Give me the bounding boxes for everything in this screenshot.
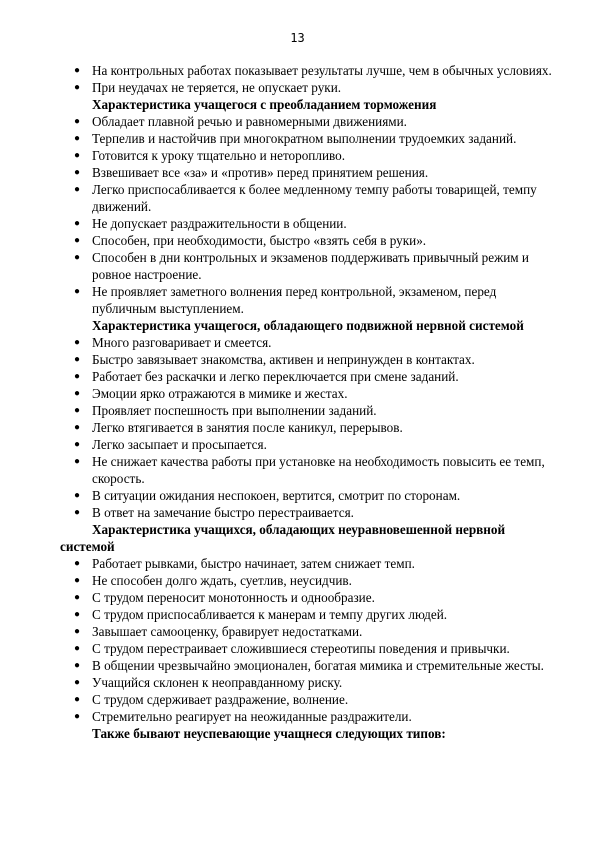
list-item: [60, 368, 560, 385]
list-item-text: С трудом сдерживает раздражение, волнение.: [92, 692, 349, 707]
list-1: [60, 62, 560, 96]
list-item-text: Не способен долго ждать, суетлив, неусидчив.: [92, 573, 352, 588]
list-item-text: Стремительно реагирует на неожиданные раздражители.: [92, 709, 412, 724]
list-item-text: Взвешивает все «за» и «против» перед принятием решения.: [92, 165, 429, 180]
bullet-icon: ●: [74, 575, 81, 586]
list-item: [60, 419, 560, 436]
list-item-text: В общении чрезвычайно эмоционален, богатая мимика и стремительные жесты.: [92, 658, 544, 673]
list-item: [60, 606, 560, 623]
list-item: [60, 436, 560, 453]
bullet-icon: ●: [74, 422, 81, 433]
list-item: [60, 181, 560, 215]
list-item-text: Работает рывками, быстро начинает, затем снижает темп.: [92, 556, 415, 571]
list-item: [60, 453, 560, 487]
list-item-text: Много разговаривает и смеется.: [92, 335, 272, 350]
list-3: [60, 334, 560, 521]
list-item: [60, 691, 560, 708]
heading-underachievers: Также бывают неуспевающие учащнеся следующих типов:: [92, 726, 446, 741]
bullet-icon: ●: [74, 82, 81, 93]
list-item-text: В ответ на замечание быстро перестраивается.: [92, 505, 354, 520]
list-item: [60, 589, 560, 606]
list-item-text: Способен, при необходимости, быстро «взять себя в руки».: [92, 233, 427, 248]
list-item: [60, 113, 560, 130]
list-item-text: Не проявляет заметного волнения перед контрольной, экзаменом, перед публичным выступлением.: [92, 284, 497, 316]
list-item: [60, 79, 560, 96]
bullet-icon: ●: [74, 184, 81, 195]
list-item-text: Проявляет поспешность при выполнении заданий.: [92, 403, 377, 418]
list-item: [60, 640, 560, 657]
list-item-text: В ситуации ожидания неспокоен, вертится, смотрит по сторонам.: [92, 488, 461, 503]
list-4: [60, 555, 560, 725]
bullet-icon: ●: [74, 660, 81, 671]
list-item-text: Легко приспосабливается к более медленному темпу работы товарищей, темпу движений.: [92, 182, 537, 214]
heading-unbalanced-nervous-system: Характеристика учащихся, обладающих неуравновешенной нервной системой: [60, 522, 506, 554]
list-item-text: Учащийся склонен к неоправданному риску.: [92, 675, 343, 690]
heading-inhibition: Характеристика учащегося с преобладанием торможения: [92, 97, 437, 112]
bullet-icon: ●: [74, 65, 81, 76]
list-item-text: На контрольных работах показывает результаты лучше, чем в обычных условиях.: [92, 63, 552, 78]
list-item: [60, 334, 560, 351]
list-item: [60, 504, 560, 521]
bullet-icon: ●: [74, 354, 81, 365]
bullet-icon: ●: [74, 235, 81, 246]
bullet-icon: ●: [74, 592, 81, 603]
list-item-text: Терпелив и настойчив при многократном выполнении трудоемких заданий.: [92, 131, 517, 146]
bullet-icon: ●: [74, 711, 81, 722]
bullet-icon: ●: [74, 609, 81, 620]
bullet-icon: ●: [74, 490, 81, 501]
list-item-text: Легко засыпает и просыпается.: [92, 437, 267, 452]
list-item: [60, 708, 560, 725]
list-item: [60, 572, 560, 589]
list-item: [60, 351, 560, 368]
bullet-icon: ●: [74, 626, 81, 637]
bullet-icon: ●: [74, 643, 81, 654]
bullet-icon: ●: [74, 388, 81, 399]
list-item-text: С трудом переносит монотонность и однообразие.: [92, 590, 375, 605]
list-item-text: Не допускает раздражительности в общении.: [92, 216, 347, 231]
bullet-icon: ●: [74, 677, 81, 688]
bullet-icon: ●: [74, 456, 81, 467]
bullet-icon: ●: [74, 116, 81, 127]
list-item: [60, 402, 560, 419]
list-item-text: Эмоции ярко отражаются в мимике и жестах.: [92, 386, 348, 401]
bullet-icon: ●: [74, 337, 81, 348]
bullet-icon: ●: [74, 439, 81, 450]
list-item: [60, 249, 560, 283]
page-number: 13: [290, 31, 305, 45]
bullet-icon: ●: [74, 558, 81, 569]
bullet-icon: ●: [74, 218, 81, 229]
list-item: [60, 283, 560, 317]
list-item: [60, 232, 560, 249]
bullet-icon: ●: [74, 286, 81, 297]
bullet-icon: ●: [74, 252, 81, 263]
document-body: [60, 62, 560, 742]
bullet-icon: ●: [74, 405, 81, 416]
list-item: [60, 62, 560, 79]
list-item-text: Быстро завязывает знакомства, активен и непринужден в контактах.: [92, 352, 475, 367]
bullet-icon: ●: [74, 694, 81, 705]
list-item: [60, 147, 560, 164]
list-item-text: С трудом приспосабливается к манерам и темпу других людей.: [92, 607, 448, 622]
list-item-text: При неудачах не теряется, не опускает руки.: [92, 80, 342, 95]
list-item-text: Не снижает качества работы при установке на необходимость повысить ее темп, скорость.: [92, 454, 545, 486]
list-item: [60, 130, 560, 147]
bullet-icon: ●: [74, 167, 81, 178]
list-item-text: Завышает самооценку, бравирует недостатками.: [92, 624, 363, 639]
bullet-icon: ●: [74, 150, 81, 161]
list-item-text: Легко втягивается в занятия после каникул, перерывов.: [92, 420, 403, 435]
heading-mobile-nervous-system: Характеристика учащегося, обладающего подвижной нервной системой: [92, 318, 524, 333]
list-item: [60, 623, 560, 640]
list-2: [60, 113, 560, 317]
list-item: [60, 555, 560, 572]
list-item-text: С трудом перестраивает сложившиеся стереотипы поведения и привычки.: [92, 641, 510, 656]
list-item: [60, 215, 560, 232]
list-item: [60, 385, 560, 402]
bullet-icon: ●: [74, 507, 81, 518]
list-item: [60, 674, 560, 691]
list-item-text: Готовится к уроку тщательно и неторопливо.: [92, 148, 346, 163]
bullet-icon: ●: [74, 133, 81, 144]
list-item: [60, 487, 560, 504]
list-item: [60, 164, 560, 181]
list-item: [60, 657, 560, 674]
list-item-text: Способен в дни контрольных и экзаменов поддерживать привычный режим и ровное настроение.: [92, 250, 529, 282]
bullet-icon: ●: [74, 371, 81, 382]
list-item-text: Обладает плавной речью и равномерными движениями.: [92, 114, 407, 129]
list-item-text: Работает без раскачки и легко переключается при смене заданий.: [92, 369, 459, 384]
